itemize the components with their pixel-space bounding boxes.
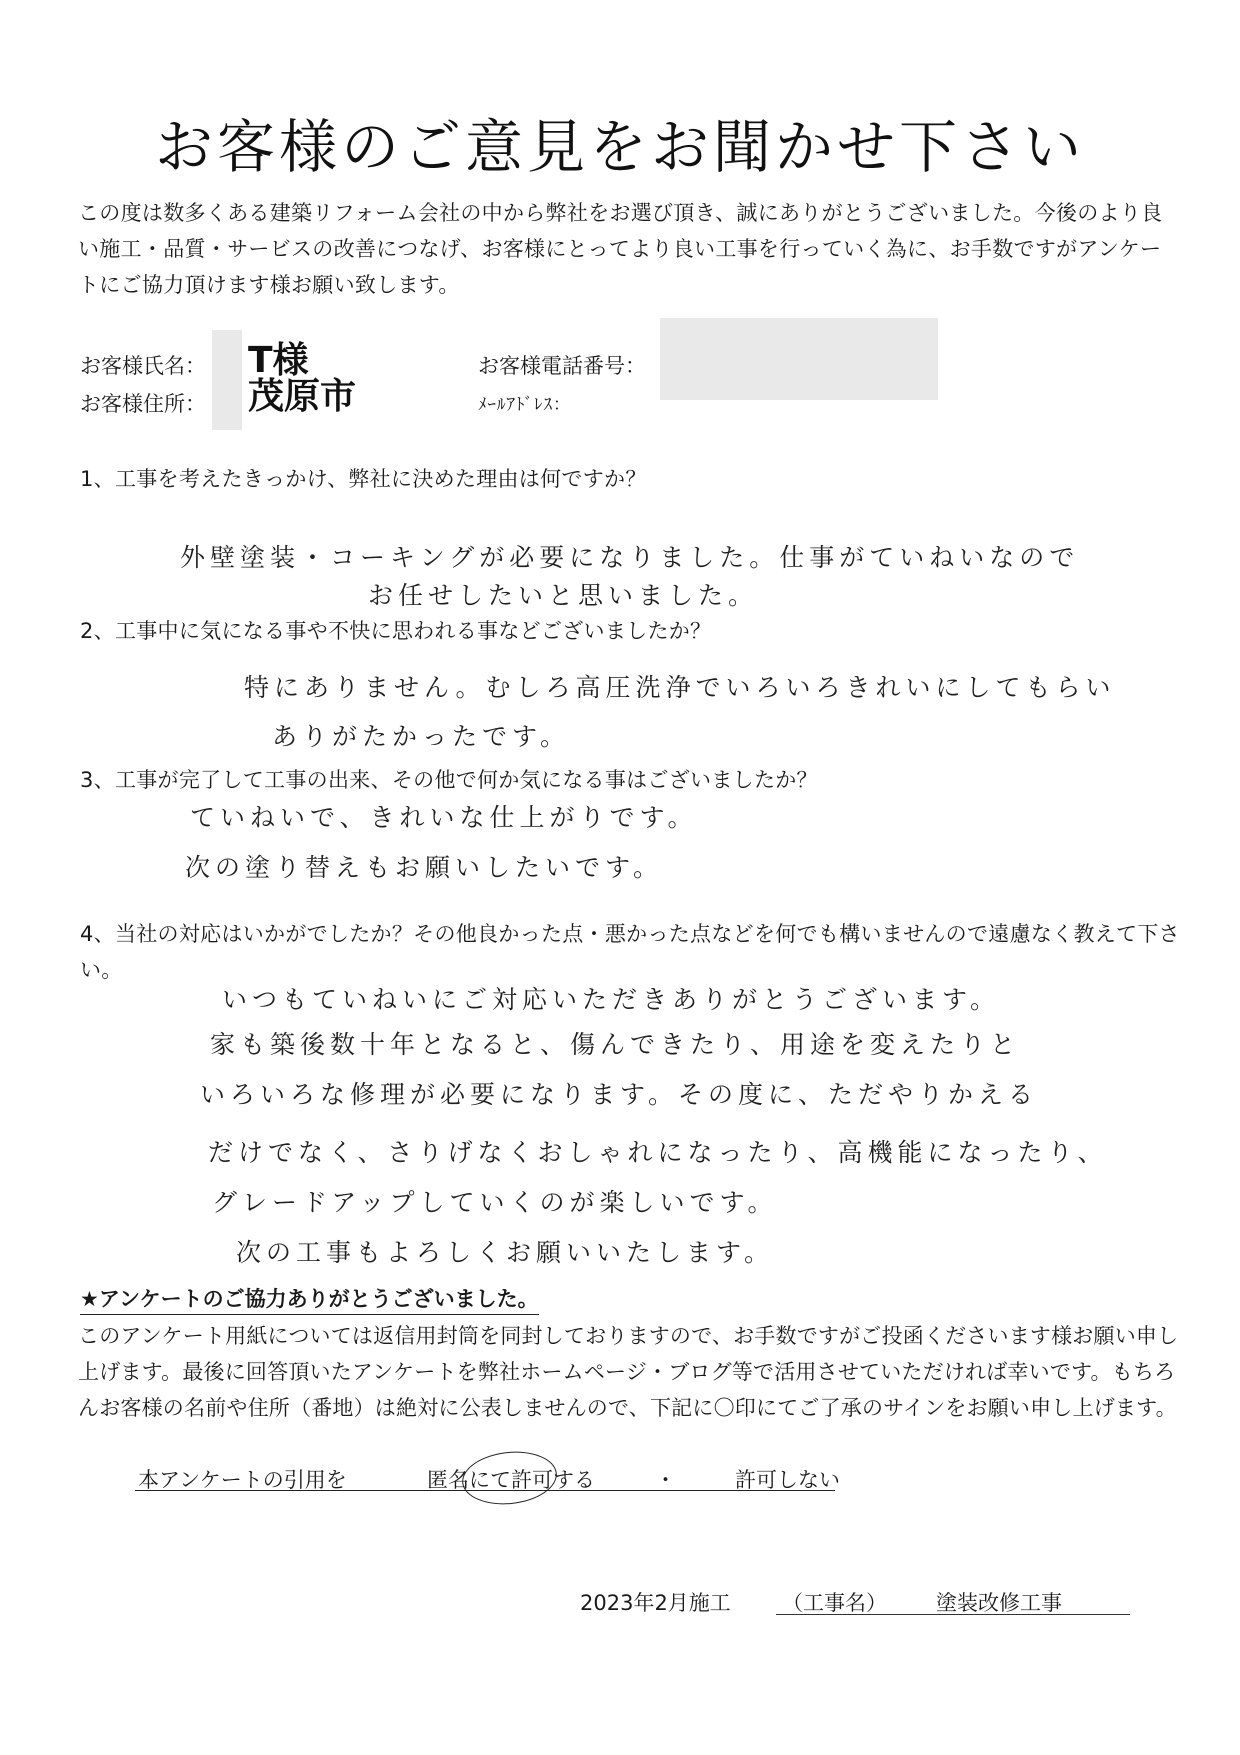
name-label: お客様氏名：: [80, 354, 206, 378]
answer-2-line-2: ありがたかったです。: [272, 722, 571, 751]
closing-heading: ★アンケートのご協力ありがとうございました。: [80, 1283, 539, 1315]
answer-3-line-2: 次の塗り替えもお願いしたいです。: [185, 853, 664, 882]
consent-option-deny[interactable]: 許可しない: [735, 1468, 840, 1492]
answer-4-line-5: グレードアップしていくのが楽しいです。: [212, 1188, 778, 1217]
consent-prefix: 本アンケートの引用を: [138, 1468, 347, 1492]
redacted-contact: [660, 318, 938, 400]
question-3: 3、工事が完了して工事の出来、その他で何か気になる事はございましたか？: [80, 768, 818, 792]
answer-2-line-1: 特にありません。むしろ高圧洗浄でいろいろきれいにしてもらい: [244, 673, 1116, 702]
consent-option-allow[interactable]: 匿名にて許可する: [427, 1468, 595, 1492]
closing-text: このアンケート用紙については返信用封筒を同封しておりますので、お手数ですがご投函くださいます様お願い申し上げます。最後に回答頂いたアンケートを弊社ホームページ・ブログ等で活用させていただければ幸いです。もちろんお客様の名前や住所（番地）は絶対に公表しませんので、下記に〇印にてご了承のサインをお願い申し上げます。: [78, 1324, 1179, 1420]
project-name: 塗装改修工事: [936, 1591, 1062, 1615]
answer-4-line-4: だけでなく、さりげなくおしゃれになったり、高機能になったり、: [208, 1138, 1108, 1167]
question-4: 4、当社の対応はいかがでしたか？その他良かった点・悪かった点などを何でも構いませんので遠慮なく教えて下さい。: [80, 922, 1180, 982]
project-underline: [776, 1614, 1130, 1615]
consent-separator: ・: [655, 1468, 676, 1492]
question-1: 1、工事を考えたきっかけ、弊社に決めた理由は何ですか？: [80, 467, 647, 491]
answer-1-line-2: お任せしたいと思いました。: [368, 581, 759, 610]
project-label: （工事名）: [782, 1591, 887, 1615]
page-title: お客様のご意見をお聞かせ下さい: [154, 113, 1085, 181]
answer-1-line-1: 外壁塗装・コーキングが必要になりました。仕事がていねいなので: [180, 543, 1080, 572]
intro-text: この度は数多くある建築リフォーム会社の中から弊社をお選び頂き、誠にありがとうございました。今後のより良い施工・品質・サービスの改善につなげ、お客様にとってより良い工事を行っていく為に、お手数ですがアンケートにご協力頂けます様お願い致します。: [78, 201, 1163, 297]
name-value: T様: [248, 340, 309, 381]
answer-3-line-1: ていねいで、きれいな仕上がりです。: [190, 803, 698, 832]
answer-4-line-6: 次の工事もよろしくお願いいたします。: [236, 1238, 775, 1267]
phone-label: お客様電話番号：: [478, 354, 646, 378]
address-value: 茂原市: [248, 376, 357, 417]
answer-4-line-2: 家も築後数十年となると、傷んできたり、用途を変えたりと: [210, 1030, 1021, 1059]
email-label: ﾒｰﾙｱﾄﾞﾚｽ：: [478, 395, 571, 415]
redaction-block: [212, 330, 242, 430]
selection-circle-mark: [460, 1447, 560, 1509]
question-2: 2、工事中に気になる事や不快に思われる事などございましたか？: [80, 619, 712, 643]
answer-4-line-3: いろいろな修理が必要になります。その度に、ただやりかえる: [200, 1080, 1039, 1109]
construction-date: 2023年2月施工: [580, 1591, 731, 1615]
address-label: お客様住所：: [80, 392, 206, 416]
answer-4-line-1: いつもていねいにご対応いただきありがとうございます。: [222, 985, 1001, 1014]
